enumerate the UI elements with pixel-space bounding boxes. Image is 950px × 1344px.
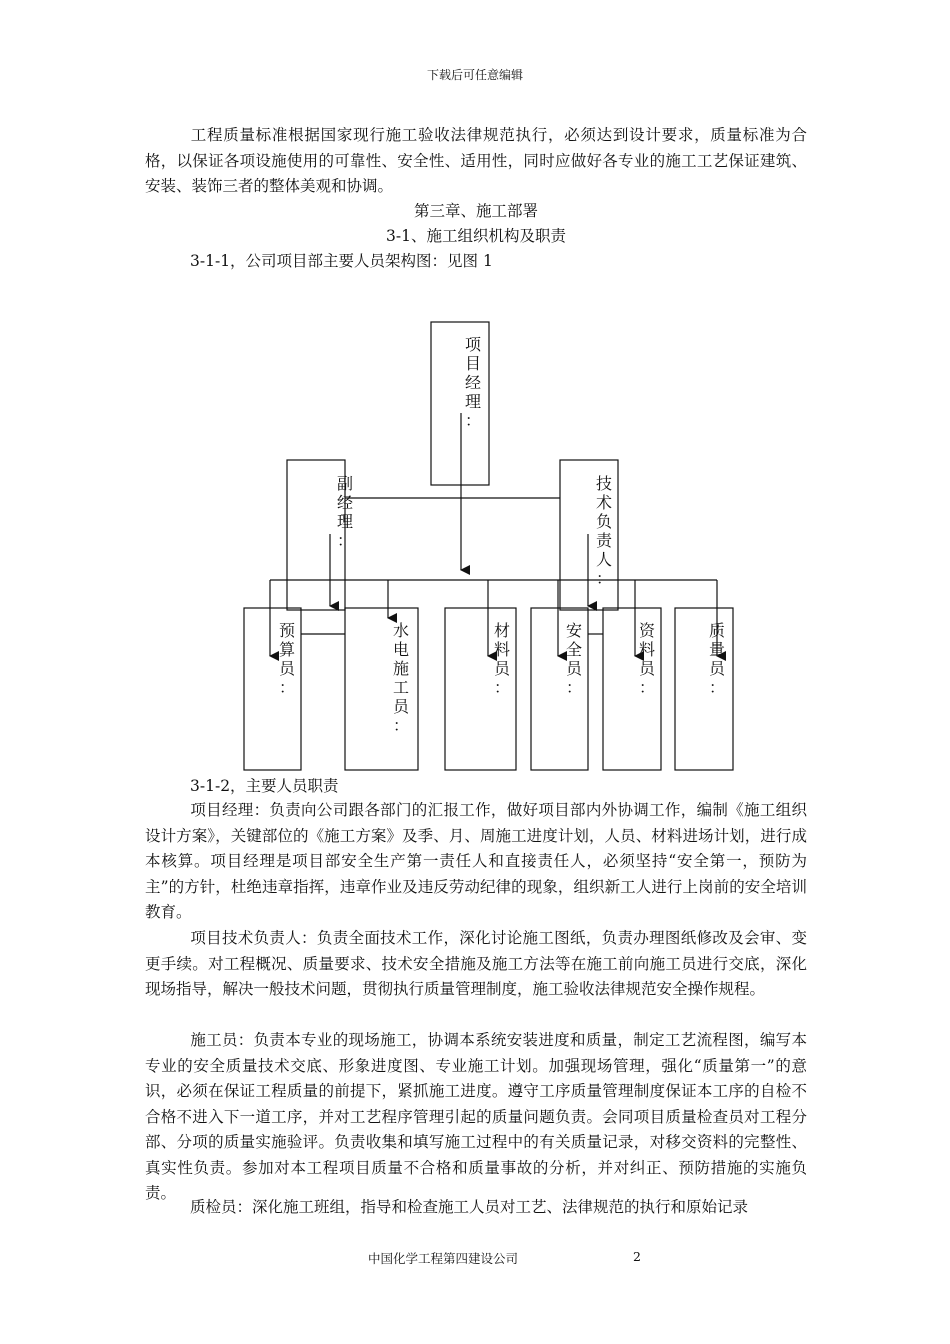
duty-constructor: 施工员：负责本专业的现场施工，协调本系统安装进度和质量，制定工艺流程图，编写本专业的安全质量技术交底、形象进度图、专业施工计划。加强现场管理，强化“质量第一”的意识，必须在保证工程质量的前提下，紧抓施工进度。遵守工序质量管理制度保证本工序的自检不合格不进入下一道工序，并对工艺程序管理引起的质量问题负责。会同项目质量检查员对工程分部、分项的质量实施验评。负责收集和填写施工过程中的有关质量记录，对移交资料的完整性、真实性负责。参加对本工程项目质量不合格和质量事故的分析，并对纠正、预防措施的实施负责。 bbox=[145, 1031, 807, 1202]
label-mep-constructor: 水电施工员： bbox=[392, 621, 410, 735]
label-safety: 安全员： bbox=[565, 621, 583, 697]
chapter-title: 第三章、施工部署 bbox=[413, 202, 538, 220]
intro-paragraph: 工程质量标准根据国家现行施工验收法律规范执行，必须达到设计要求，质量标准为合格，以保证各项设施使用的可靠性、安全性、适用性，同时应做好各专业的施工工艺保证建筑、安装、装饰三者的整体美观和协调。 bbox=[145, 126, 807, 195]
footer-company: 中国化学工程第四建设公司 bbox=[368, 1251, 519, 1266]
label-tech-lead: 技术负责人： bbox=[595, 474, 613, 588]
subsection-duties: 3-1-2，主要人员职责 bbox=[190, 777, 339, 795]
label-project-manager: 项目经理： bbox=[464, 335, 482, 430]
label-material: 材料员： bbox=[493, 621, 511, 697]
org-chart bbox=[240, 318, 740, 778]
subsection-org-chart: 3-1-1，公司项目部主要人员架构图：见图 1 bbox=[190, 252, 493, 270]
page-header: 下载后可任意编辑 bbox=[426, 68, 523, 82]
duty-tech-lead: 项目技术负责人：负责全面技术工作，深化讨论施工图纸，负责办理图纸修改及会审、变更手续。对工程概况、质量要求、技术安全措施及施工方法等在施工前向施工员进行交底，深化现场指导，解决一般技术问题，贯彻执行质量管理制度，施工验收法律规范安全操作规程。 bbox=[145, 929, 807, 998]
label-deputy-manager: 副经理： bbox=[336, 474, 354, 550]
label-budget: 预算员： bbox=[278, 621, 296, 697]
footer-page-number: 2 bbox=[633, 1249, 641, 1264]
section-title: 3-1、施工组织机构及职责 bbox=[386, 227, 566, 245]
label-quality: 质量员： bbox=[708, 621, 726, 697]
duty-quality-inspector: 质检员：深化施工班组，指导和检查施工人员对工艺、法律规范的执行和原始记录 bbox=[190, 1198, 749, 1216]
duty-project-manager: 项目经理：负责向公司跟各部门的汇报工作，做好项目部内外协调工作，编制《施工组织设计方案》，关键部位的《施工方案》及季、月、周施工进度计划，人员、材料进场计划，进行成本核算。项目经理是项目部安全生产第一责任人和直接责任人，必须坚持“安全第一，预防为主”的方针，杜绝违章指挥，违章作业及违反劳动纪律的现象，组织新工人进行上岗前的安全培训教育。 bbox=[145, 801, 807, 921]
label-documents: 资料员： bbox=[638, 621, 656, 697]
